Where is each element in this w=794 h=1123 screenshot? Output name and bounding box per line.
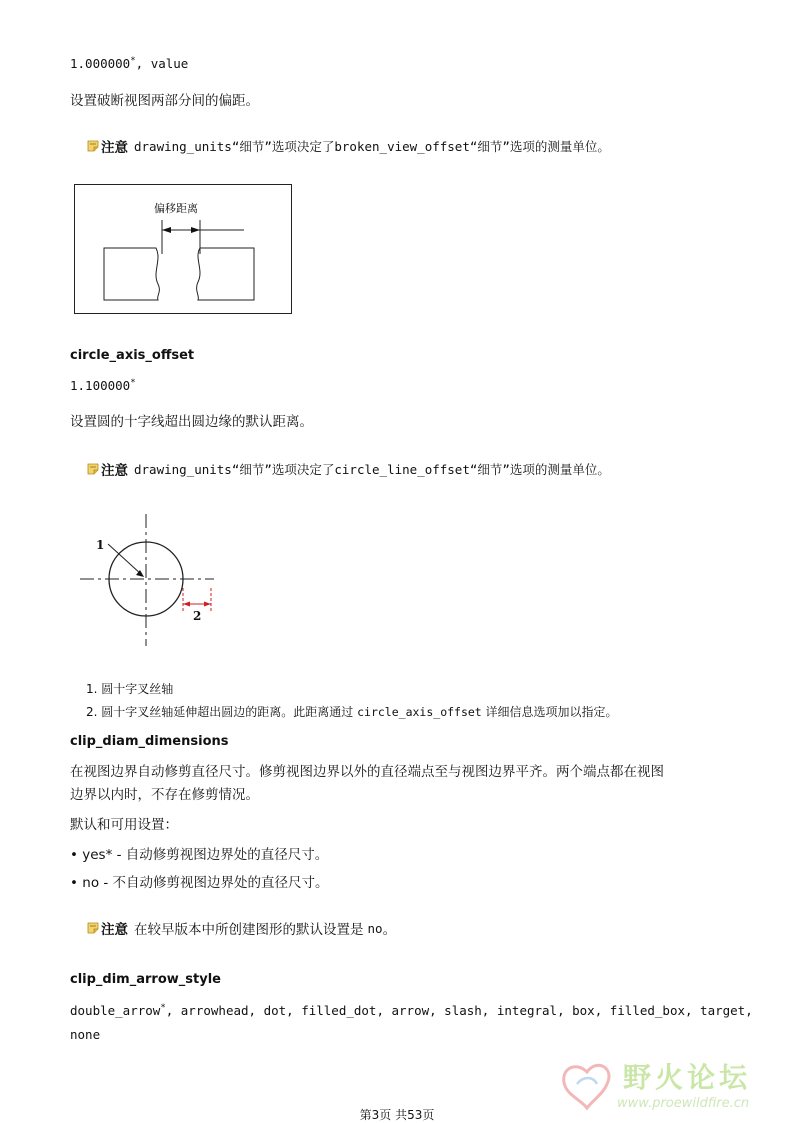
note-text: drawing_units“细节”选项决定了circle_line_offset“细节”选项的测量单位。: [134, 462, 610, 477]
value-text: 1.100000: [70, 378, 131, 394]
default-star: *: [160, 1003, 166, 1013]
option-values-line2: none: [70, 1027, 101, 1042]
option-description-line1: 在视图边界自动修剪直径尺寸。修剪视图边界以外的直径端点至与视图边界平齐。两个端点都在视图: [70, 764, 664, 780]
list-item: [86, 680, 173, 697]
bullet-text: yes* - 自动修剪视图边界处的直径尺寸。: [82, 847, 329, 863]
broken-view-figure: [74, 184, 294, 316]
list-text: 详细信息选项加以指定。: [481, 705, 618, 719]
dimension-arrow-right: [191, 227, 200, 233]
callout-1: 1: [96, 538, 105, 552]
option-value: [70, 378, 136, 393]
bullet-text: no - 不自动修剪视图边界处的直径尺寸。: [82, 875, 329, 891]
watermark-url: www.proewildfire.cn: [617, 1096, 750, 1111]
dimension-arrow-left: [162, 227, 171, 233]
note-label: 注意: [101, 140, 128, 156]
red-arrow-right: [204, 602, 211, 607]
left-view-part: [104, 248, 159, 300]
page-footer: 第3页 共53页: [359, 1108, 435, 1122]
note-label: 注意: [101, 922, 128, 938]
list-text: 圆十字叉丝轴延伸超出圆边的距离。此距离通过: [101, 705, 358, 719]
option-heading: clip_dim_arrow_style: [70, 972, 221, 987]
note: [86, 136, 610, 156]
note-icon: [86, 922, 100, 935]
circle-axis-figure: [78, 512, 228, 652]
watermark-heart-icon: [564, 1065, 609, 1108]
list-code: circle_axis_offset: [357, 705, 482, 719]
watermark-swoosh-icon: [577, 1078, 597, 1084]
option-values: [70, 1003, 753, 1018]
note-label: 注意: [101, 463, 128, 479]
red-arrow-left: [183, 602, 190, 607]
default-star: *: [130, 378, 136, 388]
value-text: 1.000000: [70, 56, 131, 72]
option-description-line2: 边界以内时，不存在修剪情况。: [70, 787, 259, 803]
value-text: double_arrow: [70, 1003, 161, 1019]
right-view-part: [197, 248, 254, 300]
offset-label: 偏移距离: [154, 202, 198, 215]
watermark-title: 野火论坛: [623, 1061, 752, 1094]
callout-2: 2: [193, 609, 202, 623]
note: [86, 918, 396, 938]
option-value: [70, 56, 188, 71]
list-item: [86, 703, 618, 720]
option-description: 设置破断视图两部分间的偏距。: [70, 93, 259, 109]
circle: [109, 542, 183, 616]
note-text: 在较早版本中所创建图形的默认设置是: [134, 922, 364, 938]
bullet-dot: •: [70, 847, 78, 863]
note-text: drawing_units“细节”选项决定了broken_view_offset“细节”选项的测量单位。: [134, 139, 610, 154]
default-star: *: [130, 56, 136, 66]
bullet-dot: •: [70, 875, 78, 891]
defaults-label: 默认和可用设置：: [70, 817, 178, 833]
watermark-logo: [557, 1056, 617, 1112]
option-description: 设置圆的十字线超出圆边缘的默认距离。: [70, 414, 313, 430]
bullet-item: [70, 843, 328, 863]
note-icon: [86, 140, 100, 153]
list-text: 圆十字叉丝轴: [101, 682, 174, 696]
note-code: no: [367, 920, 383, 936]
list-number: 2.: [86, 705, 98, 719]
note: [86, 459, 610, 479]
note-icon: [86, 463, 100, 476]
value-text: , arrowhead, dot, filled_dot, arrow, slash, integral, box, filled_box, target,: [165, 1003, 753, 1019]
option-heading: clip_diam_dimensions: [70, 734, 229, 749]
value-suffix: , value: [135, 56, 189, 72]
note-text: 。: [382, 922, 397, 938]
option-heading: circle_axis_offset: [70, 348, 195, 363]
bullet-item: [70, 871, 329, 891]
list-number: 1.: [86, 682, 98, 696]
